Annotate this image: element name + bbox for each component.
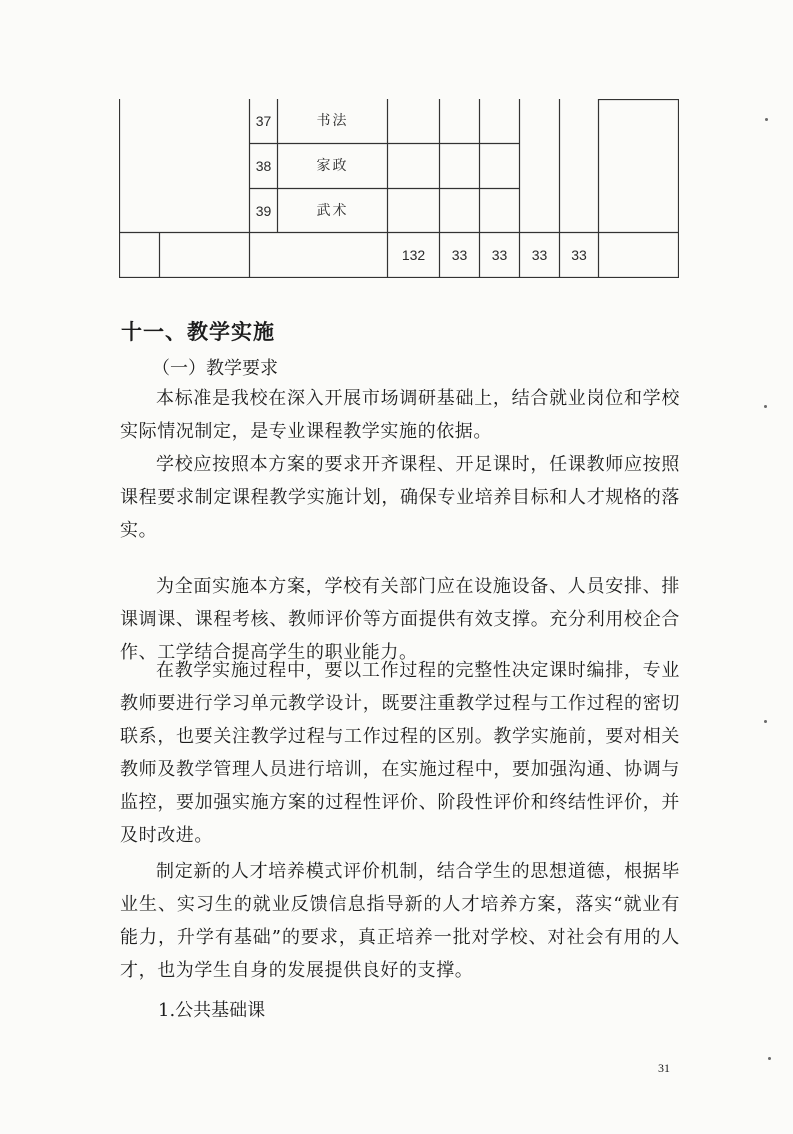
section-heading: 十一、教学实施	[121, 319, 275, 344]
scan-speck	[765, 118, 768, 121]
course-name: 书法	[316, 113, 349, 129]
scan-speck	[764, 405, 767, 408]
subsection-heading: （一）教学要求	[152, 358, 278, 379]
row-number: 37	[255, 113, 272, 129]
paragraph: 为全面实施本方案，学校有关部门应在设施设备、人员安排、排课调课、课程考核、教师评价等方面提供有效支撑。充分利用校企合作、工学结合提高学生的职业能力。	[120, 576, 680, 663]
paragraph: 学校应按照本方案的要求开齐课程、开足课时，任课教师应按照课程要求制定课程教学实施计划，确保专业培养目标和人才规格的落实。	[120, 454, 680, 541]
paragraph: 本标准是我校在深入开展市场调研基础上，结合就业岗位和学校实际情况制定，是专业课程教学实施的依据。	[120, 388, 680, 442]
list-item-heading: 1.公共基础课	[158, 1000, 266, 1021]
scan-speck	[768, 1057, 771, 1060]
paragraph: 制定新的人才培养模式评价机制，结合学生的思想道德，根据毕业生、实习生的就业反馈信息指导新的人才培养方案，落实“就业有能力，升学有基础”的要求，真正培养一批对学校、对社会有用的人才，也为学生自身的发展提供良好的支撑。	[120, 861, 680, 981]
total-value: 33	[571, 247, 587, 263]
course-name: 武术	[316, 203, 349, 219]
course-table	[119, 99, 679, 278]
page-number: 31	[658, 1061, 670, 1075]
body-text	[120, 855, 680, 987]
paragraph: 在教学实施过程中，要以工作过程的完整性决定课时编排，专业教师要进行学习单元教学设计，既要注重教学过程与工作过程的密切联系，也要关注教学过程与工作过程的区别。教学实施前，要对相关教师及教学管理人员进行培训，在实施过程中，要加强沟通、协调与监控，要加强实施方案的过程性评价、阶段性评价和终结性评价，并及时改进。	[120, 660, 680, 846]
body-text	[120, 654, 680, 852]
scan-speck	[764, 720, 767, 723]
total-value: 33	[491, 247, 508, 263]
row-number: 38	[255, 158, 272, 174]
course-name: 家政	[316, 158, 349, 174]
total-value: 33	[451, 247, 468, 263]
body-text	[120, 382, 680, 547]
total-hours: 132	[401, 247, 426, 263]
total-value: 33	[531, 247, 548, 263]
row-number: 39	[255, 203, 272, 219]
